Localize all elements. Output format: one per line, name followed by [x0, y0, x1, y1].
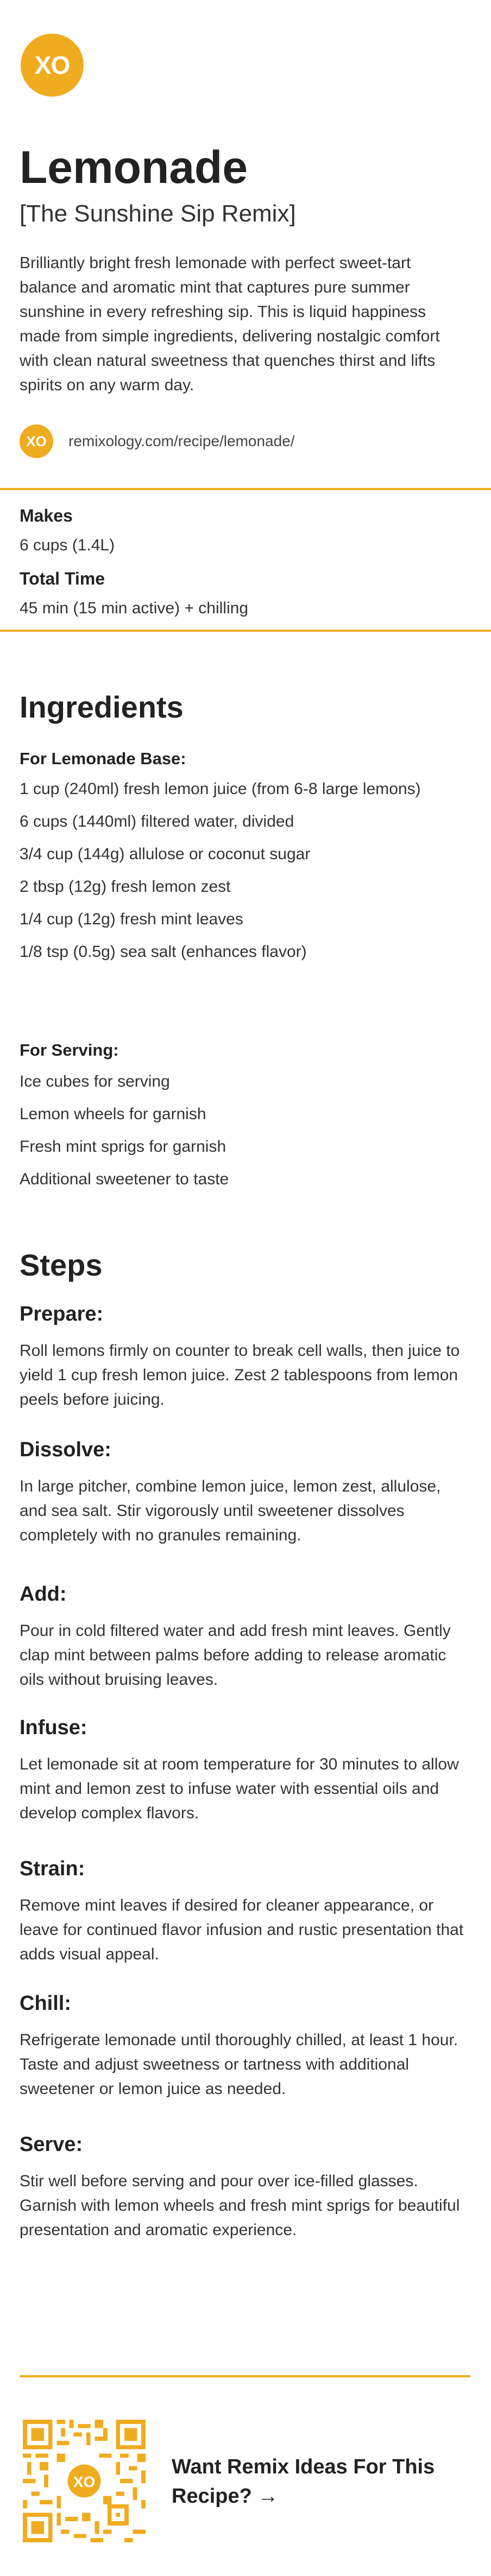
step-title: Add: [20, 1583, 67, 1606]
ingredient-item: 1 cup (240ml) fresh lemon juice (from 6-8 large lemons) [20, 780, 421, 798]
meta-top-divider [0, 488, 491, 490]
ingredient-group-title: For Serving: [20, 1040, 119, 1059]
url-logo-text: XO [26, 433, 47, 449]
recipe-title: Lemonade [20, 142, 248, 193]
ingredient-list-base [20, 773, 470, 968]
recipe-description: Brilliantly bright fresh lemonade with perfect sweet-tart balance and aromatic mint that captures pure summer sunshine in every refreshing sip. This is liquid happiness made from simple ingredients, delivering nostalgic comfort with clean natural sweetness that quenches thirst and lifts spirits on any warm day. [20, 254, 440, 394]
recipe-url-row[interactable] [20, 424, 295, 458]
step-text: Roll lemons firmly on counter to break cell walls, then juice to yield 1 cup fresh lemon juice. Zest 2 tablespoons from lemon peels before juicing. [20, 1342, 460, 1408]
step-text: Refrigerate lemonade until thoroughly chilled, at least 1 hour. Taste and adjust sweetness or tartness with additional sweetener or lemon juice as needed. [20, 2031, 458, 2098]
ingredient-item: 6 cups (1440ml) filtered water, divided [20, 813, 294, 830]
step-title: Dissolve: [20, 1438, 111, 1461]
ingredients-heading: Ingredients [20, 690, 184, 724]
step-text: In large pitcher, combine lemon juice, lemon zest, allulose, and sea salt. Stir vigorously until sweetener dissolves completely with no granules remaining. [20, 1477, 441, 1544]
step-title: Prepare: [20, 1303, 104, 1325]
step-title: Infuse: [20, 1716, 87, 1739]
remix-ideas-link[interactable]: Want Remix Ideas For This Recipe? → [172, 2456, 435, 2508]
url-logo-icon [20, 424, 53, 458]
footer-divider [20, 2375, 470, 2377]
step-text: Remove mint leaves if desired for cleaner appearance, or leave for continued flavor infusion and rustic presentation that adds visual appeal. [20, 1896, 464, 1963]
brand-logo [21, 34, 84, 97]
meta-bottom-divider [0, 630, 491, 632]
step-text: Pour in cold filtered water and add fresh mint leaves. Gently clap mint between palms before adding to release aromatic oils without bruising leaves. [20, 1622, 451, 1689]
step-title: Strain: [20, 1857, 85, 1880]
qr-code-icon[interactable] [23, 2420, 146, 2542]
total-time-label: Total Time [20, 569, 105, 588]
step-title: Chill: [20, 1992, 71, 2015]
makes-label: Makes [20, 506, 73, 525]
recipe-subtitle: [The Sunshine Sip Remix] [20, 200, 296, 227]
qr-logo-text: XO [73, 2473, 96, 2490]
brand-logo-text: XO [34, 51, 70, 79]
ingredient-item: 3/4 cup (144g) allulose or coconut sugar [20, 845, 311, 863]
step-text: Let lemonade sit at room temperature for 30 minutes to allow mint and lemon zest to infuse water with essential oils and develop complex flavors. [20, 1755, 459, 1822]
ingredient-item: Fresh mint sprigs for garnish [20, 1138, 226, 1156]
ingredient-item: Lemon wheels for garnish [20, 1105, 206, 1123]
ingredient-group-title: For Lemonade Base: [20, 749, 186, 768]
makes-value: 6 cups (1.4L) [20, 536, 115, 554]
total-time-value: 45 min (15 min active) + chilling [20, 599, 249, 617]
step-text: Stir well before serving and pour over ice-filled glasses. Garnish with lemon wheels and fresh mint sprigs for beautiful presentation and aromatic experience. [20, 2172, 460, 2239]
ingredient-item: 1/4 cup (12g) fresh mint leaves [20, 910, 243, 928]
ingredient-item: Ice cubes for serving [20, 1073, 170, 1090]
ingredient-list-serving [20, 1065, 470, 1196]
ingredient-item: Additional sweetener to taste [20, 1170, 229, 1188]
ingredient-item: 1/8 tsp (0.5g) sea salt (enhances flavor) [20, 943, 307, 961]
steps-heading: Steps [20, 1248, 103, 1282]
recipe-url-link[interactable]: remixology.com/recipe/lemonade/ [68, 433, 295, 449]
step-title: Serve: [20, 2133, 83, 2156]
ingredient-item: 2 tbsp (12g) fresh lemon zest [20, 878, 231, 896]
